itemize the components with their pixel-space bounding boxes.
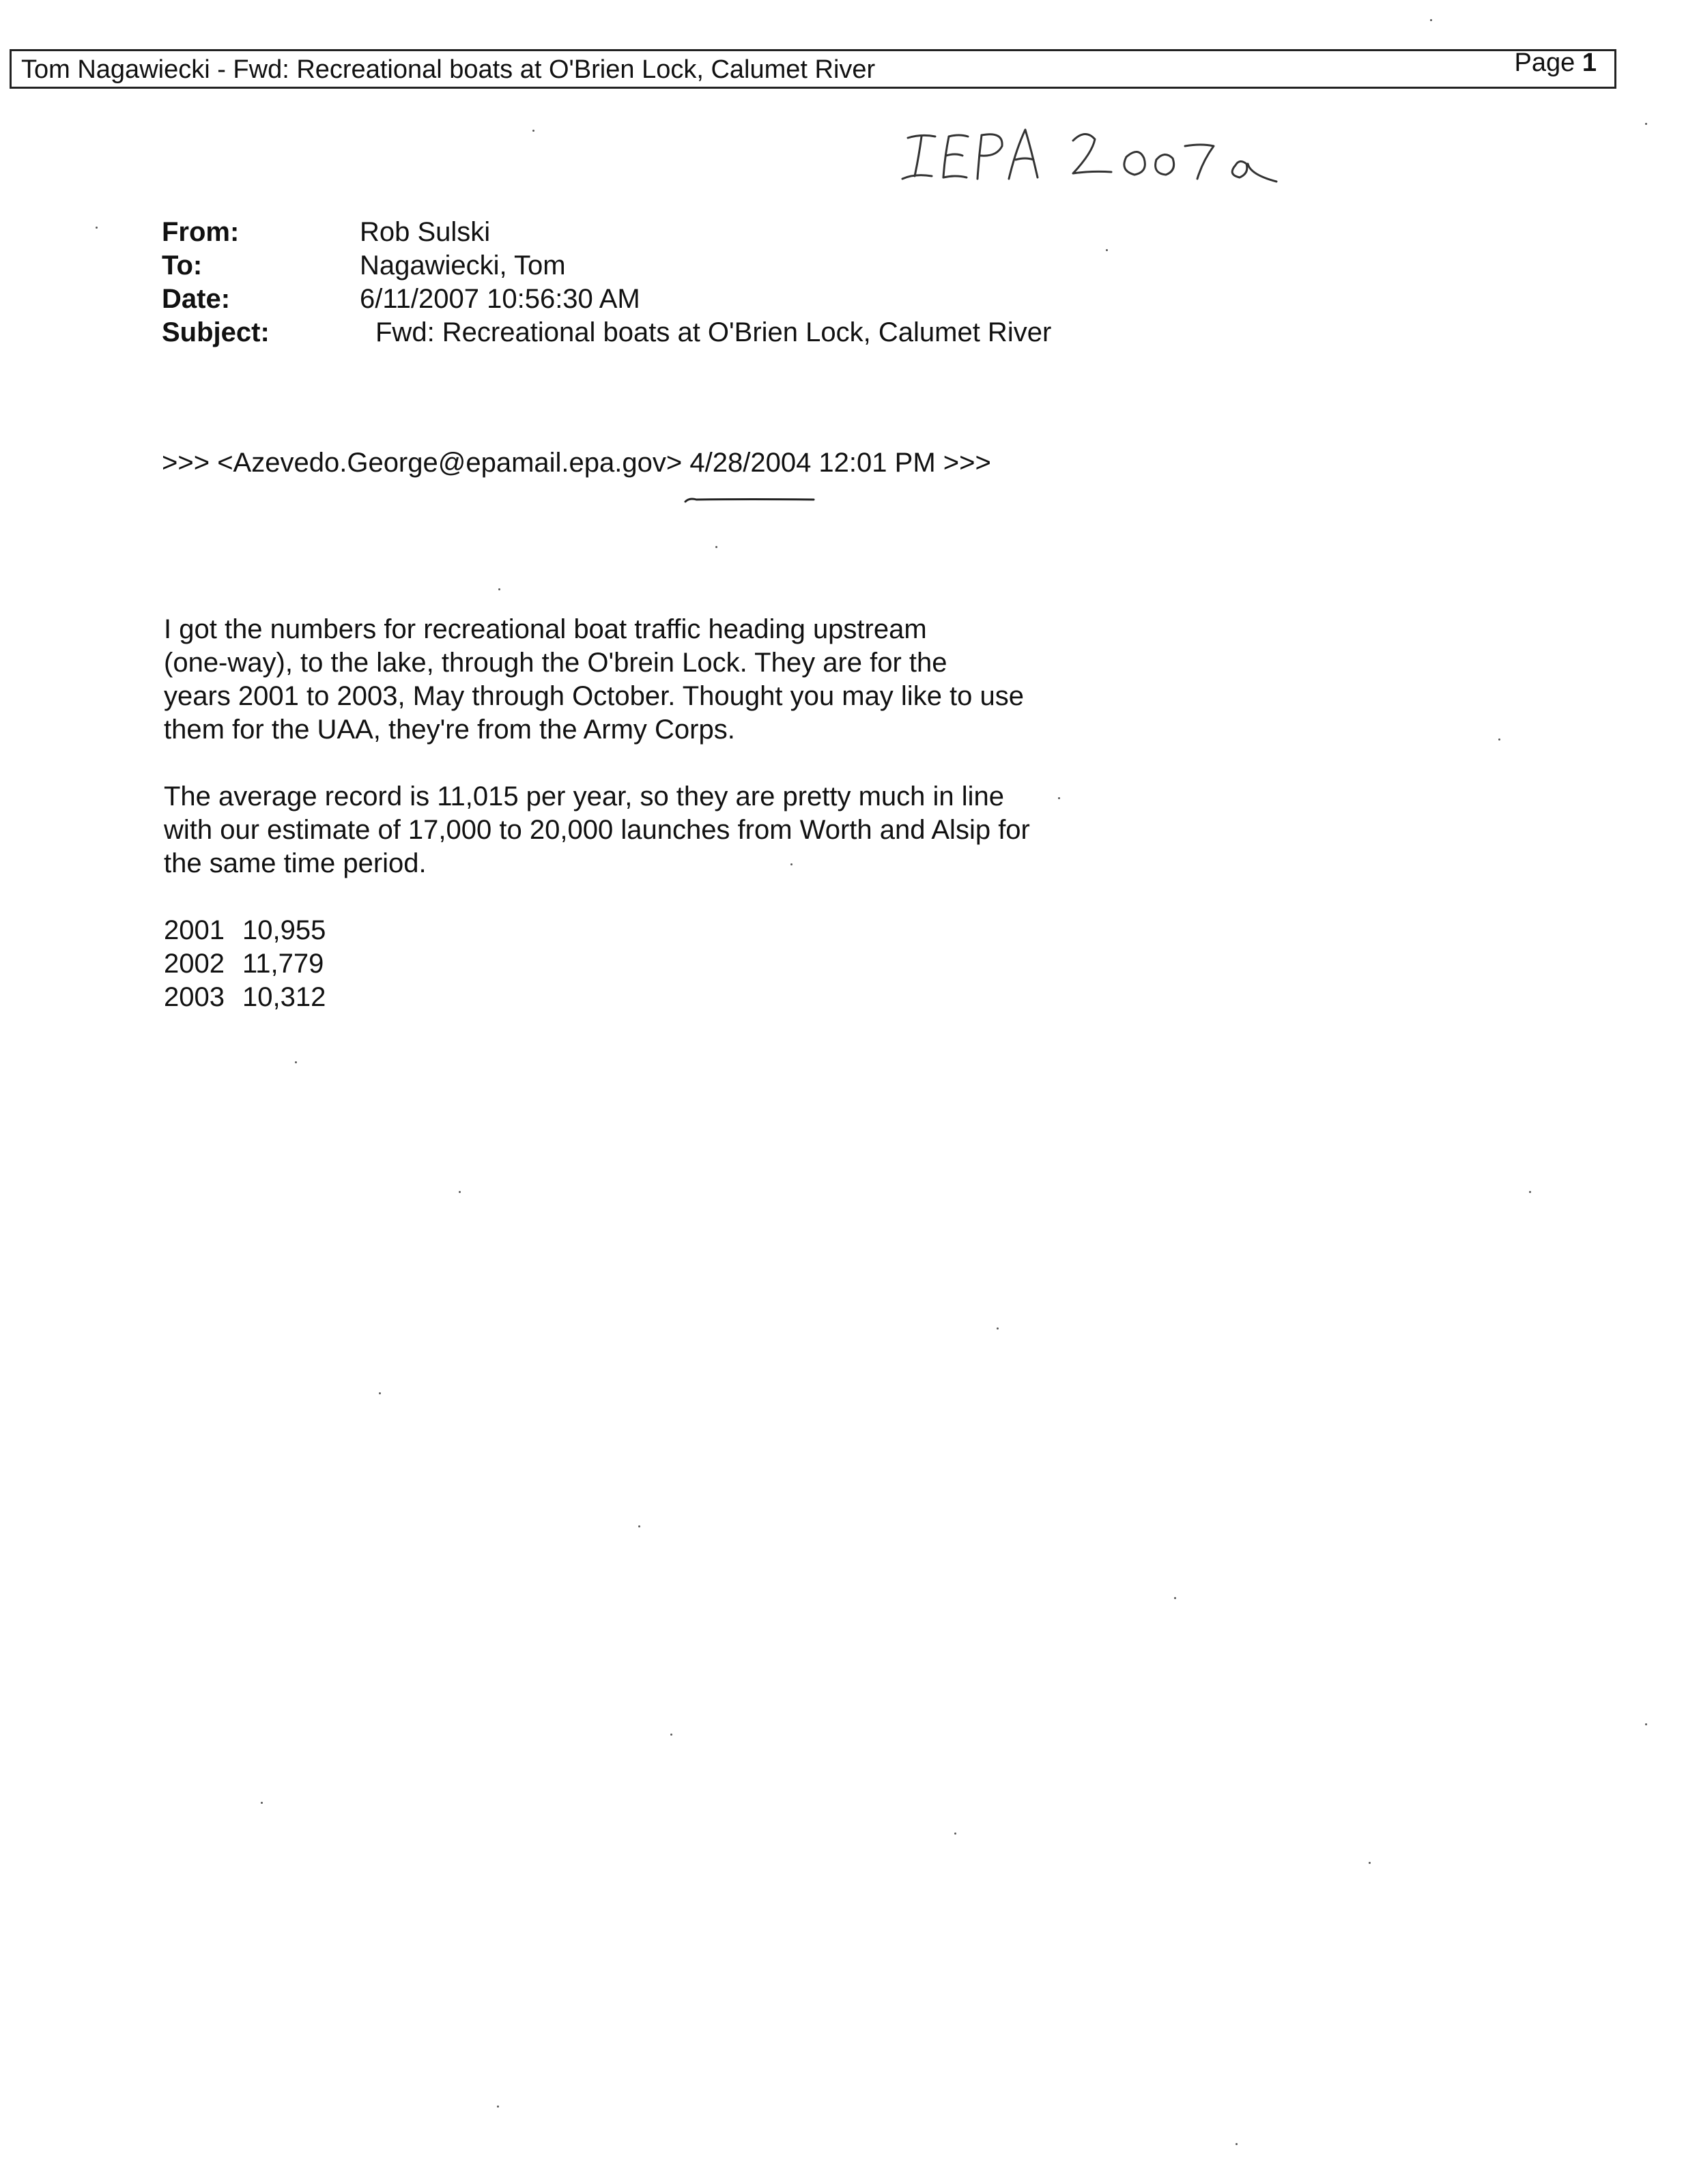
pen-underline-icon	[683, 496, 816, 504]
subject-row	[162, 316, 1051, 349]
email-body	[164, 613, 1119, 1014]
list-item	[164, 981, 1119, 1014]
email-meta	[162, 216, 1051, 349]
body-line: (one-way), to the lake, through the O'brein Lock. They are for the	[164, 648, 947, 678]
stat-count: 10,312	[242, 982, 326, 1012]
subject-value: Fwd: Recreational boats at O'Brien Lock, Calumet River	[375, 317, 1052, 347]
list-item	[164, 914, 1119, 947]
from-value: Rob Sulski	[360, 217, 491, 247]
stat-year: 2003	[164, 982, 225, 1012]
handwritten-stamp-icon	[894, 116, 1290, 191]
date-label: Date:	[162, 284, 231, 314]
document-header	[10, 49, 1616, 89]
body-line: The average record is 11,015 per year, so they are pretty much in line	[164, 781, 1005, 811]
from-label: From:	[162, 217, 240, 247]
stat-year: 2001	[164, 915, 225, 945]
to-row	[162, 249, 1051, 283]
body-line: them for the UAA, they're from the Army Corps.	[164, 715, 735, 745]
subject-label: Subject:	[162, 317, 270, 347]
body-paragraph-1	[164, 613, 1119, 747]
stat-year: 2002	[164, 949, 225, 979]
date-value: 6/11/2007 10:56:30 AM	[360, 284, 640, 314]
body-line: with our estimate of 17,000 to 20,000 launches from Worth and Alsip for	[164, 815, 1030, 845]
body-line: I got the numbers for recreational boat traffic heading upstream	[164, 614, 927, 644]
from-row	[162, 216, 1051, 249]
body-line: the same time period.	[164, 848, 427, 878]
to-label: To:	[162, 250, 203, 281]
list-item	[164, 947, 1119, 981]
date-row	[162, 283, 1051, 316]
stat-count: 10,955	[242, 915, 326, 945]
page-indicator	[1515, 48, 1597, 78]
body-line: years 2001 to 2003, May through October. Thought you may like to use	[164, 681, 1025, 711]
forward-header: >>> <Azevedo.George@epamail.epa.gov> 4/28/2004 12:01 PM >>>	[162, 448, 991, 478]
boat-count-list	[164, 914, 1119, 1014]
stat-count: 11,779	[242, 949, 324, 979]
body-paragraph-2	[164, 780, 1119, 880]
page-number: 1	[1582, 48, 1597, 77]
page-label: Page	[1514, 48, 1575, 77]
to-value: Nagawiecki, Tom	[360, 250, 566, 281]
header-title: Tom Nagawiecki - Fwd: Recreational boats at O'Brien Lock, Calumet River	[21, 55, 876, 84]
